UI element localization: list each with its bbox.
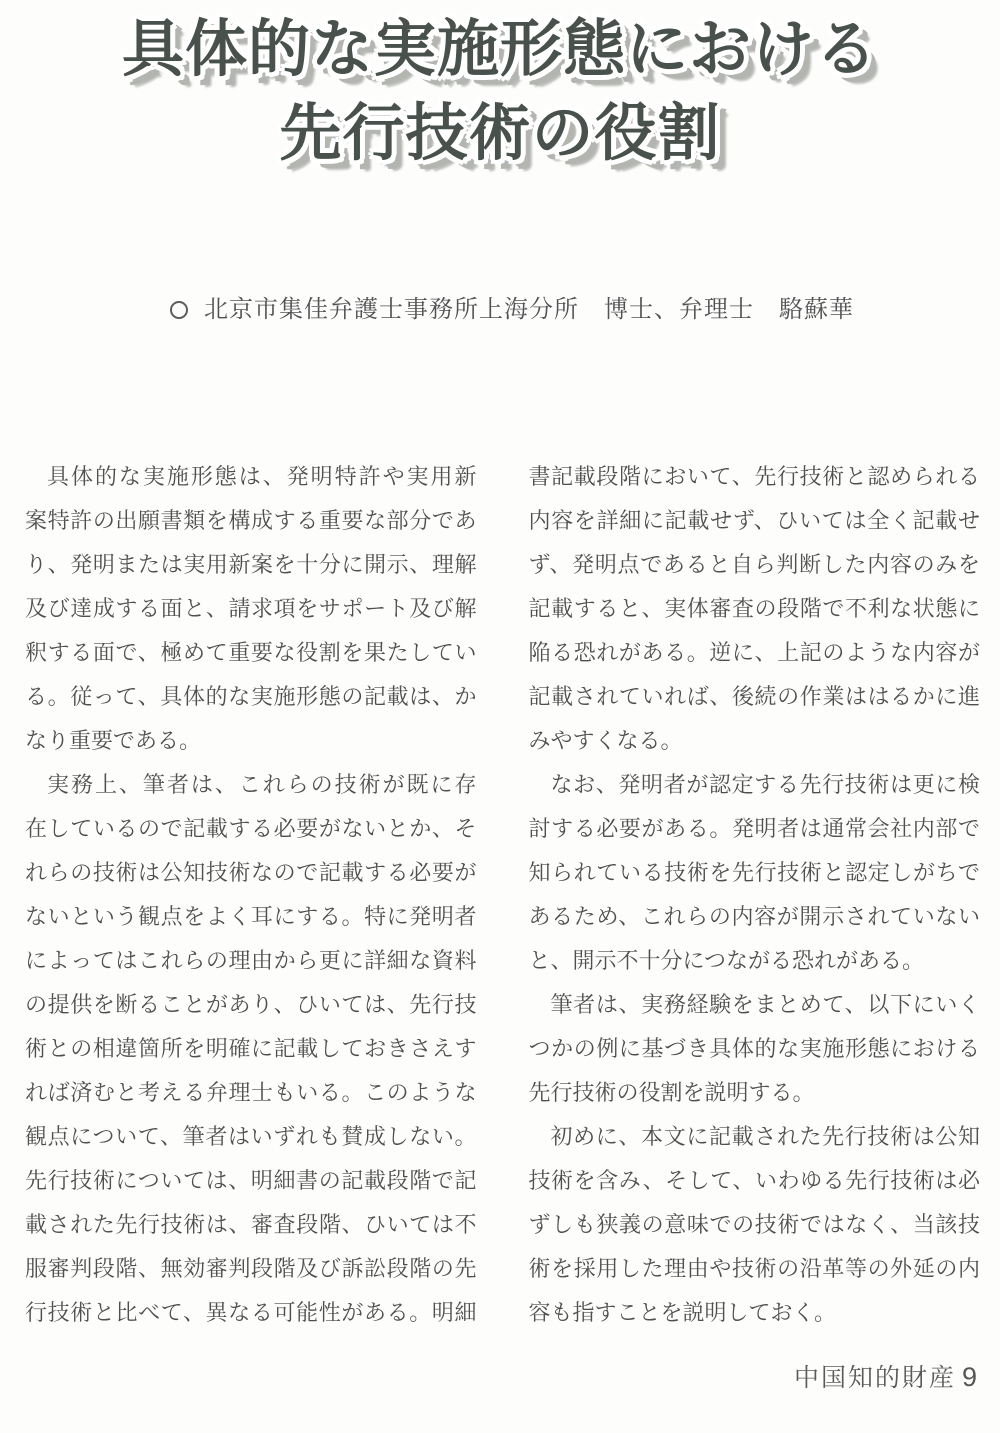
text-line: ず、発明点であると自ら判断した内容のみを <box>528 552 980 577</box>
text-line: 釈する面で、極めて重要な役割を果たしてい <box>25 640 477 665</box>
text-line: なり重要である。 <box>25 728 202 753</box>
text-line: 初めに、本文に記載された先行技術は公知 <box>550 1124 980 1149</box>
text-line: 先行技術の役割を説明する。 <box>528 1080 815 1105</box>
byline-text: 北京市集佳弁護士事務所上海分所 博士、弁理士 駱蘇華 <box>204 296 854 323</box>
text-line: の提供を断ることがあり、ひいては、先行技 <box>25 992 477 1017</box>
text-line: 陥る恐れがある。逆に、上記のような内容が <box>528 640 980 665</box>
text-line: る。従って、具体的な実施形態の記載は、か <box>25 684 477 709</box>
text-line: 行技術と比べて、異なる可能性がある。明細 <box>25 1300 477 1325</box>
text-line: 術との相違箇所を明確に記載しておきさえす <box>25 1036 477 1061</box>
text-line: 在しているので記載する必要がないとか、そ <box>25 816 477 841</box>
text-line: 服審判段階、無効審判段階及び訴訟段階の先 <box>25 1256 477 1281</box>
text-line: 筆者は、実務経験をまとめて、以下にいく <box>550 992 980 1017</box>
text-line: 知られている技術を先行技術と認定しがちで <box>528 860 980 885</box>
text-line: 具体的な実施形態は、発明特許や実用新 <box>47 464 477 489</box>
text-line: によってはこれらの理由から更に詳細な資料 <box>25 948 477 973</box>
text-line: あるため、これらの内容が開示されていない <box>528 904 980 929</box>
article-body <box>0 455 1000 1335</box>
text-line: なお、発明者が認定する先行技術は更に検 <box>550 772 980 797</box>
article-title <box>0 0 1000 176</box>
text-line: ないという観点をよく耳にする。特に発明者 <box>25 904 477 929</box>
byline <box>0 293 1000 327</box>
text-line: 記載されていれば、後続の作業ははるかに進 <box>528 684 980 709</box>
text-line: 及び達成する面と、請求項をサポート及び解 <box>25 596 477 621</box>
text-line: 術を採用した理由や技術の沿革等の外延の内 <box>528 1256 980 1281</box>
text-line: 内容を詳細に記載せず、ひいては全く記載せ <box>528 508 980 533</box>
article-title-line-2: 先行技術の役割 <box>279 99 721 168</box>
article-title-line-1: 具体的な実施形態における <box>121 15 878 84</box>
text-line: れらの技術は公知技術なので記載する必要が <box>25 860 477 885</box>
text-line: 案特許の出願書類を構成する重要な部分であ <box>25 508 477 533</box>
text-line: 観点について、筆者はいずれも賛成しない。 <box>25 1124 477 1149</box>
text-line: 載された先行技術は、審査段階、ひいては不 <box>25 1212 477 1237</box>
text-line: みやすくなる。 <box>528 728 683 753</box>
column-left <box>25 455 477 1335</box>
text-line: 容も指すことを説明しておく。 <box>528 1300 837 1325</box>
text-line: 技術を含み、そして、いわゆる先行技術は必 <box>528 1168 980 1193</box>
page-footer <box>794 1358 977 1394</box>
circle-bullet-icon <box>170 301 188 319</box>
text-line: と、開示不十分につながる恐れがある。 <box>528 948 925 973</box>
text-line: ずしも狭義の意味での技術ではなく、当該技 <box>528 1212 980 1237</box>
text-line: り、発明または実用新案を十分に開示、理解 <box>25 552 477 577</box>
page-number: 9 <box>961 1362 977 1392</box>
text-line: 書記載段階において、先行技術と認められる <box>528 464 980 489</box>
journal-name: 中国知的財産 <box>793 1365 956 1392</box>
text-line: 先行技術については、明細書の記載段階で記 <box>25 1168 477 1193</box>
text-line: れば済むと考える弁理士もいる。このような <box>25 1080 477 1105</box>
text-line: 討する必要がある。発明者は通常会社内部で <box>528 816 980 841</box>
column-right <box>529 455 981 1335</box>
text-line: 実務上、筆者は、これらの技術が既に存 <box>47 772 477 797</box>
text-line: つかの例に基づき具体的な実施形態における <box>528 1036 980 1061</box>
text-line: 記載すると、実体審査の段階で不利な状態に <box>528 596 980 621</box>
